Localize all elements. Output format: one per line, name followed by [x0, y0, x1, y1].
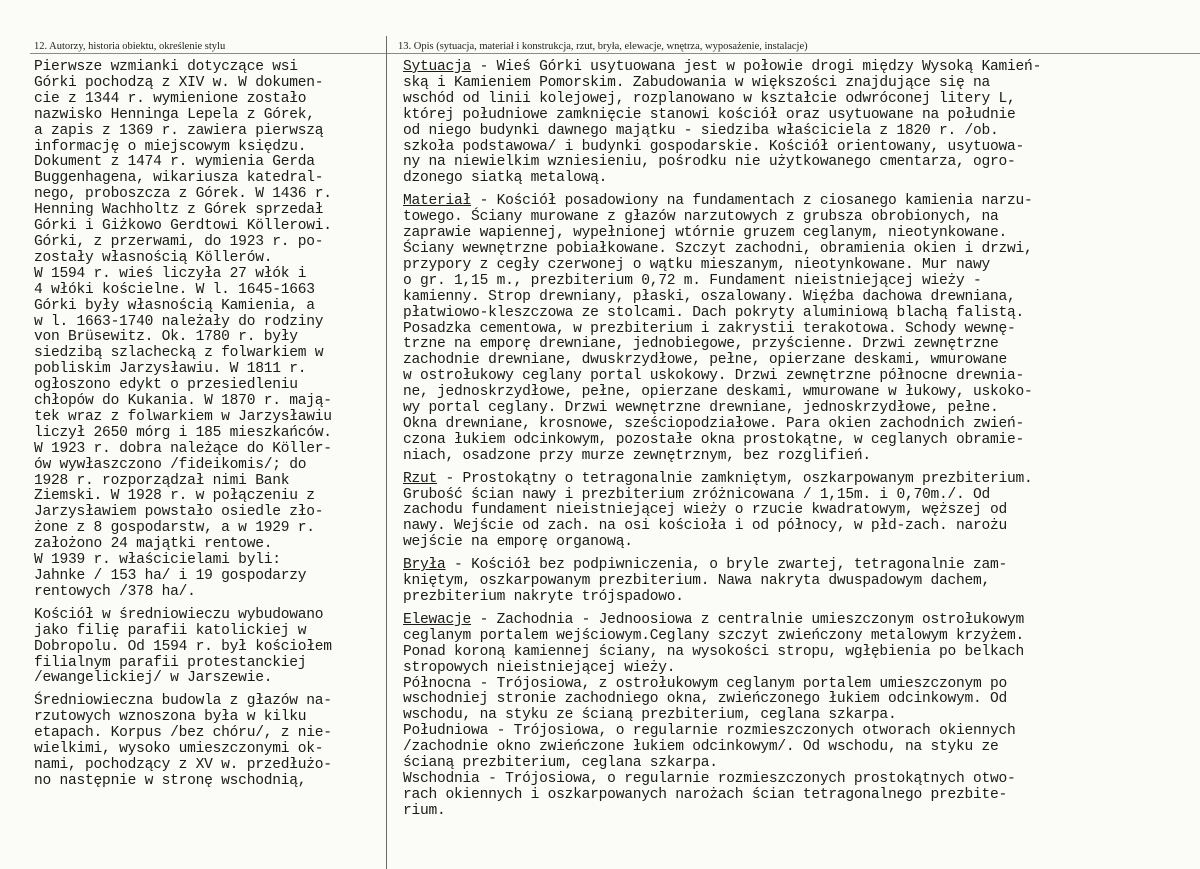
text-line: towego. Ściany murowane z głazów narzutowych z grubsza obrobionych, na — [403, 209, 999, 226]
text-line: Kościół w średniowieczu wybudowano — [34, 606, 324, 623]
text-line: Górki i Giżkowo Gerdtowi Köllerowi. — [34, 218, 332, 235]
text-line: jako filię parafii katolickiej w — [34, 622, 307, 639]
text-line: Północna - Trójosiowa, z ostrołukowym ceglanym portalem umieszczonym po — [403, 675, 1008, 692]
text-line: rzutowych wznoszona była w kilku — [34, 709, 307, 726]
text-line: prezbiterium nakryte trójspadowo. — [403, 589, 684, 605]
text-line: Jarzysławiem powstało osiedle zło- — [34, 504, 324, 521]
text-line: 1928 r. rozporządzał nimi Bank — [34, 472, 290, 489]
text-line: ne, jednoskrzydłowe, pełne, opierzane deskami, wmurowane w łukowy, uskoko- — [403, 384, 1033, 401]
text-line: wielkimi, wysoko umieszczonymi ok- — [34, 741, 324, 758]
text-line: wschodniej stronie zachodniego okna, zwieńczonego łukiem odcinkowym. Od — [403, 691, 1008, 708]
text-line: od niego budynki dawnego majątku - siedziba właściciela z 1820 r. /ob. — [403, 122, 999, 139]
text-line: zostały własnością Köllerów. — [34, 249, 273, 266]
text-line: stropowych nieistniejącej wieży. — [403, 659, 676, 676]
text-line-rest: - Prostokątny o tetragonalnie zamkniętym, oszkarpowanym prezbiterium. — [437, 470, 1033, 487]
text-line: w ostrołukowy ceglany portal uskokowy. Drzwi zewnętrzne północne drewnia- — [403, 368, 1025, 385]
text-line — [403, 558, 1193, 574]
text-line: kniętym, oszkarpowanym prezbiterium. Nawa nakryta dwuspadowym dachem, — [403, 573, 991, 590]
text-line: nazwisko Henninga Lepela z Górek, — [34, 106, 315, 123]
text-line: Ponad koroną kamiennej ściany, na wysokości stropu, wgłębienia po belkach — [403, 643, 1025, 660]
text-line: trzne na emporę drewniane, jednobiegowe, przyścienne. Drzwi zewnętrzne — [403, 336, 999, 353]
text-line: Dobropolu. Od 1594 r. był kościołem — [34, 638, 332, 655]
text-line: Górki, z przerwami, do 1923 r. po- — [34, 233, 324, 250]
text-line — [403, 472, 1193, 488]
text-line: o gr. 1,15 m., prezbiterium 0,72 m. Fundament nieistniejącej wieży - — [403, 272, 982, 289]
text-line: zachodu fundament nieistniejącej wieży o rzucie kwadratowym, węższej od — [403, 502, 1008, 519]
text-line: filialnym parafii protestanckiej — [34, 654, 307, 671]
text-line: Henning Wachholtz z Górek sprzedał — [34, 202, 324, 219]
text-line: Południowa - Trójosiowa, o regularnie rozmieszczonych otworach okiennych — [403, 723, 1016, 740]
text-line: czona łukiem odcinkowym, pozostałe okna prostokątne, w ceglanych obramie- — [403, 431, 1025, 448]
text-line: wschodu, na styku ze ścianą prezbiterium, ceglana szkarpa. — [403, 707, 897, 724]
building-paragraph — [34, 694, 384, 789]
text-line: a zapis z 1369 r. zawiera pierwszą — [34, 122, 324, 139]
text-line: Dokument z 1474 r. wymienia Gerda — [34, 154, 315, 171]
section-rzut — [403, 472, 1193, 552]
column-divider — [386, 36, 387, 869]
text-line: Górki były własnością Kamienia, a — [34, 297, 315, 314]
text-line: Wschodnia - Trójosiowa, o regularnie rozmieszczonych prostokątnych otwo- — [403, 770, 1016, 787]
text-line: nego, proboszcza z Górek. W 1436 r. — [34, 186, 332, 203]
text-line: ścianą prezbiterium, ceglana szkarpa. — [403, 755, 718, 772]
text-line: cie z 1344 r. wymienione zostało — [34, 90, 307, 107]
text-line: W 1594 r. wieś liczyła 27 włók i — [34, 265, 307, 282]
section-label: Materiał — [403, 193, 472, 210]
text-line: szkoła podstawowa/ i budynki gospodarskie. Kościół orientowany, usytuowa- — [403, 138, 1025, 155]
right-column-text — [403, 60, 1193, 820]
text-line: rentowych /378 ha/. — [34, 583, 196, 600]
history-paragraph — [34, 60, 384, 601]
text-line-rest: - Zachodnia - Jednoosiowa z centralnie umieszczonym ostrołukowym — [471, 611, 1025, 628]
text-line: ską i Kamieniem Pomorskim. Zabudowania w większości znajdujące się na — [403, 74, 991, 91]
text-line: tek wraz z folwarkiem w Jarzysławiu — [34, 408, 332, 425]
section-material — [403, 194, 1193, 464]
text-line: przypory z cegły czerwonej o wątku mieszanym, nieotynkowane. Mur nawy — [403, 256, 991, 273]
church-paragraph — [34, 608, 384, 688]
text-line: ogłoszono edykt o przesiedleniu — [34, 377, 298, 394]
text-line: Górki pochodzą z XIV w. W dokumen- — [34, 74, 324, 91]
section-elewacje — [403, 613, 1193, 820]
left-column-header: 12. Autorzy, historia obiektu, określenie stylu — [34, 41, 226, 52]
section-sytuacja — [403, 60, 1193, 187]
text-line: zaprawie wapiennej, wypełnionej wtórnie gruzem ceglanym, nieotynkowane. — [403, 225, 1008, 242]
section-label: Sytuacja — [403, 59, 472, 75]
text-line: Buggenhagena, wikariusza katedral- — [34, 170, 324, 187]
text-line: Posadzka cementowa, w prezbiterium i zakrystii terakotowa. Schody wewnę- — [403, 320, 1016, 337]
text-line: zachodnie drewniane, dwuskrzydłowe, pełne, opierzane deskami, wmurowane — [403, 352, 1008, 369]
text-line: niach, osadzone przy murze zewnętrznym, bez rozglifień. — [403, 447, 871, 464]
right-column-header: 13. Opis (sytuacja, materiał i konstrukcja, rzut, bryła, elewacje, wnętrza, wyposażenie, instalacje) — [398, 41, 808, 52]
text-line: której południowe zamknięcie stanowi kościół oraz usytuowane na południe — [403, 106, 1016, 123]
text-line: 4 włóki kościelne. W l. 1645-1663 — [34, 281, 315, 298]
text-line: żone z 8 gospodarstw, a w 1929 r. — [34, 520, 315, 537]
text-line: nami, pochodzący z XV w. przedłużo- — [34, 756, 332, 773]
text-line: von Brüsewitz. Ok. 1780 r. były — [34, 329, 298, 346]
section-label: Elewacje — [403, 611, 472, 628]
section-label: Bryła — [403, 557, 446, 574]
text-line: płatwiowo-kleszczowa ze stolcami. Dach pokryty aluminiową blachą falistą. — [403, 304, 1025, 321]
section-bryla — [403, 558, 1193, 606]
text-line: liczył 2650 mórg i 185 mieszkańców. — [34, 424, 332, 441]
text-line: Ziemski. W 1928 r. w połączeniu z — [34, 488, 315, 505]
text-line: rach okiennych i oszkarpowanych narożach ścian tetragonalnego prezbite- — [403, 786, 1008, 803]
text-line: W 1923 r. dobra należące do Köller- — [34, 440, 332, 457]
section-label: Rzut — [403, 470, 438, 487]
text-line: no następnie w stronę wschodnią, — [34, 772, 307, 789]
text-line: W 1939 r. właścicielami byli: — [34, 552, 281, 569]
text-line — [403, 613, 1193, 629]
text-line: siedzibą szlachecką z folwarkiem w — [34, 345, 324, 362]
text-line: w l. 1663-1740 należały do rodziny — [34, 313, 324, 330]
text-line: Okna drewniane, krosnowe, sześciopodziałowe. Para okien zachodnich zwień- — [403, 415, 1025, 432]
text-line: rium. — [403, 802, 446, 819]
text-line: /zachodnie okno zwieńczone łukiem odcinkowym/. Od wschodu, na styku ze — [403, 739, 999, 756]
text-line — [403, 60, 1193, 76]
text-line: Ściany wewnętrzne pobiałkowane. Szczyt zachodni, obramienia okien i drzwi, — [403, 240, 1033, 257]
text-line — [403, 194, 1193, 210]
text-line: dzonego siatką metalową. — [403, 170, 608, 187]
text-line: założono 24 majątki rentowe. — [34, 536, 273, 553]
text-line: Pierwsze wzmianki dotyczące wsi — [34, 59, 298, 75]
text-line: wy portal ceglany. Drzwi wewnętrzne drewniane, jednoskrzydłowe, pełne. — [403, 400, 999, 417]
text-line-rest: - Wieś Górki usytuowana jest w połowie drogi między Wysoką Kamień- — [471, 59, 1042, 75]
text-line: informację o miejscowym księdzu. — [34, 138, 307, 155]
text-line: ów wywłaszczono /fideikomis/; do — [34, 456, 307, 473]
text-line: chłopów do Kukania. W 1870 r. mają- — [34, 393, 332, 410]
text-line: Grubość ścian nawy i prezbiterium zróżnicowana / 1,15m. i 0,70m./. Od — [403, 486, 991, 503]
text-line: nawy. Wejście od zach. na osi kościoła i od północy, w płd-zach. narożu — [403, 518, 1008, 535]
text-line: Jahnke / 153 ha/ i 19 gospodarzy — [34, 568, 307, 584]
text-line: kamienny. Strop drewniany, płaski, oszalowany. Więźba dachowa drewniana, — [403, 288, 1016, 305]
text-line-rest: - Kościół bez podpiwniczenia, o bryle zwartej, tetragonalnie zam- — [445, 557, 1008, 574]
text-line: ceglanym portalem wejściowym.Ceglany szczyt zwieńczony metalowym krzyżem. — [403, 627, 1025, 644]
text-line: Średniowieczna budowla z głazów na- — [34, 693, 332, 710]
text-line: wejście na emporę organową. — [403, 534, 633, 551]
left-column-text — [34, 60, 384, 790]
text-line: pobliskim Jarzysławiu. W 1811 r. — [34, 361, 307, 378]
text-line: etapach. Korpus /bez chóru/, z nie- — [34, 725, 332, 742]
header-rule — [30, 53, 1200, 54]
text-line-rest: - Kościół posadowiony na fundamentach z ciosanego kamienia narzu- — [471, 193, 1033, 210]
text-line: /ewangelickiej/ w Jarszewie. — [34, 670, 273, 687]
text-line: wschód od linii kolejowej, rozplanowano w kształcie odwróconej litery L, — [403, 90, 1016, 107]
text-line: ny na niewielkim wzniesieniu, pośrodku nie użytkowanego cmentarza, ogro- — [403, 154, 1016, 171]
